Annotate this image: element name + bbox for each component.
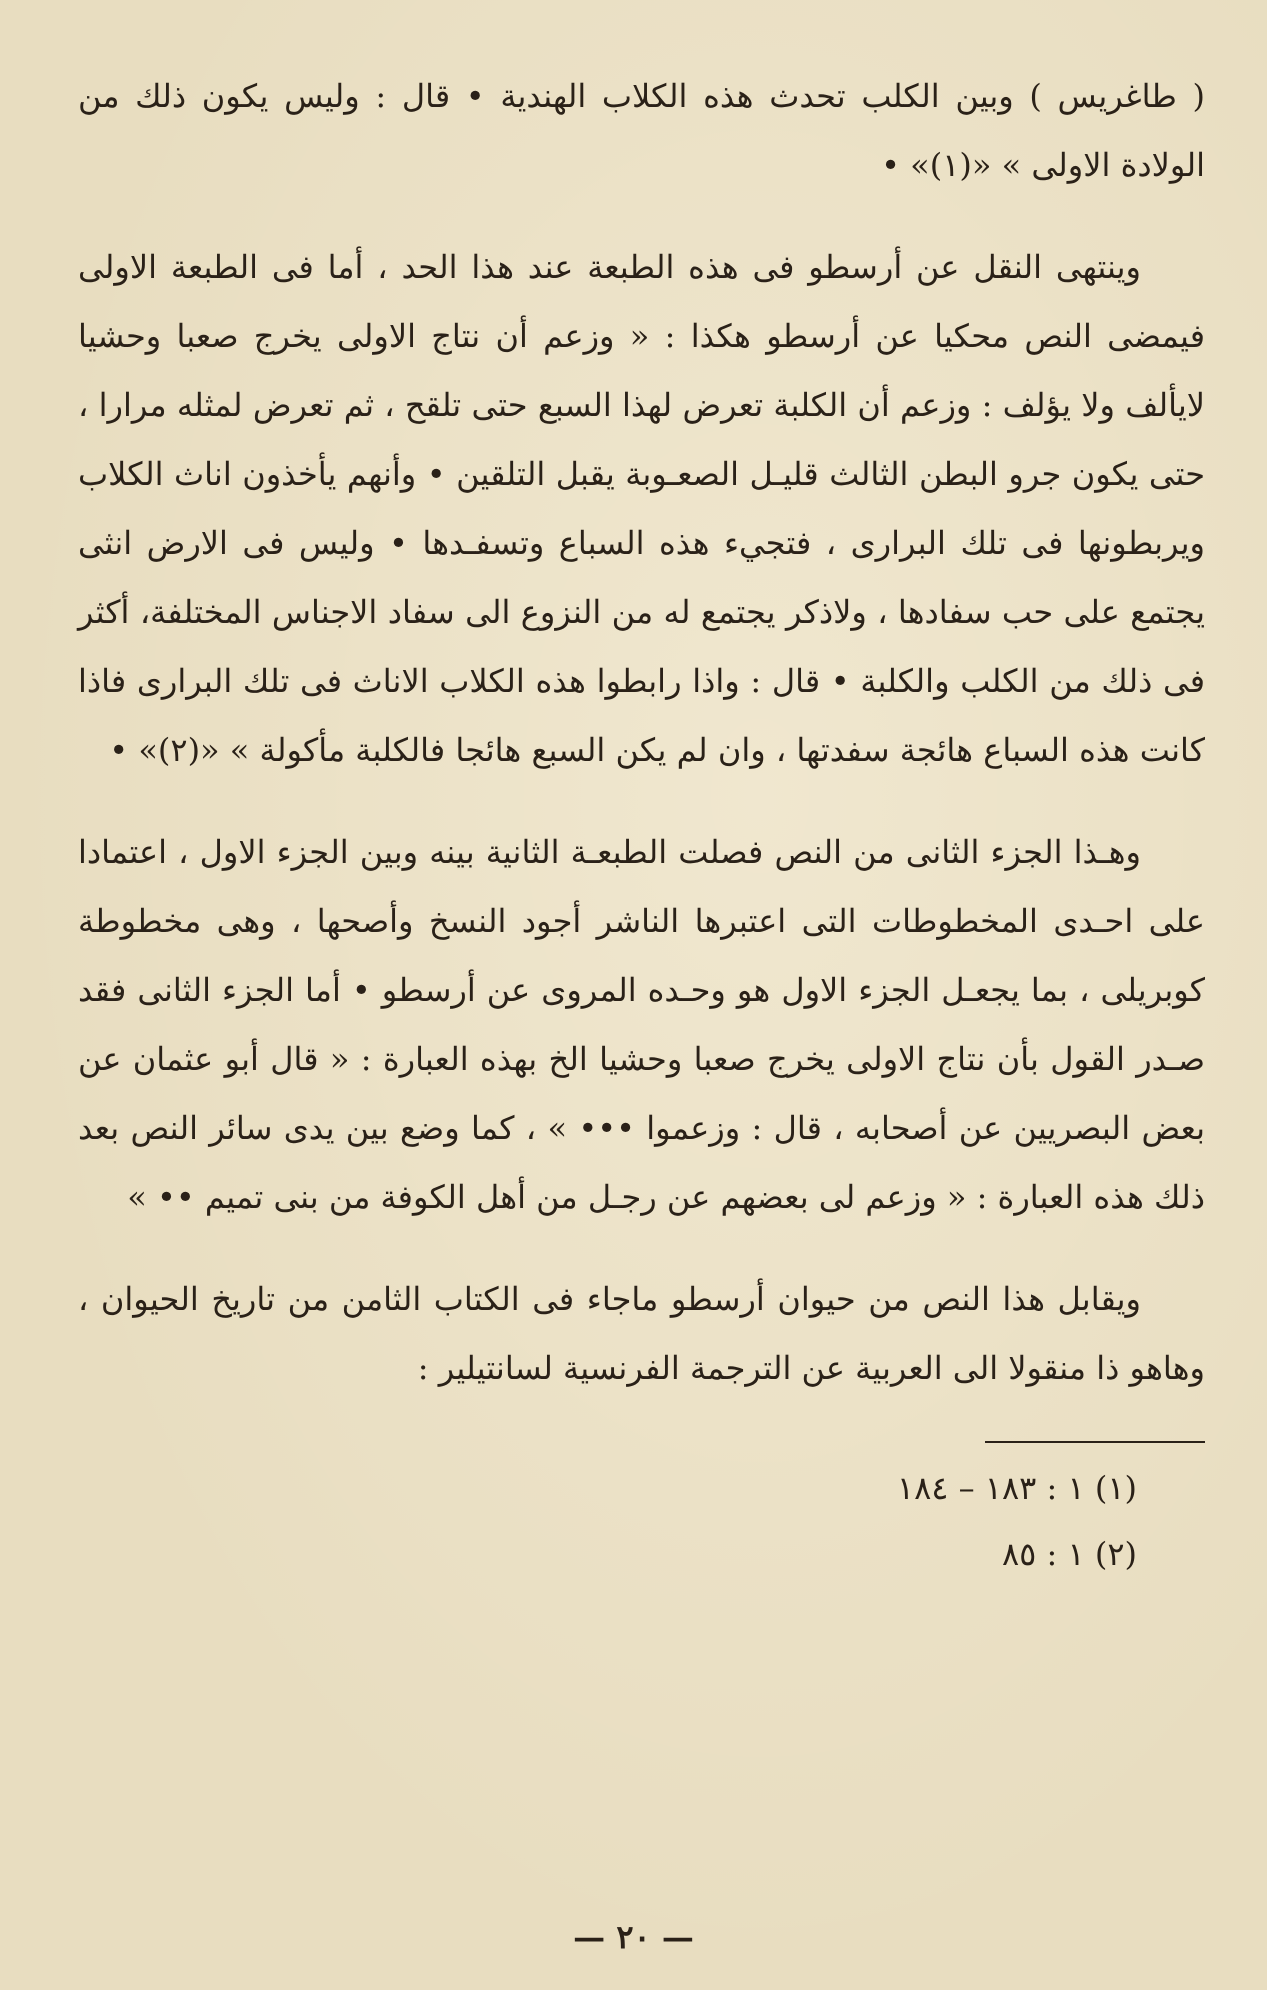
main-text bbox=[78, 62, 1205, 1403]
paragraph-1: ( طاغريس ) وبين الكلب تحدث هذه الكلاب الهندية • قال : وليس يكون ذلك من الولادة الاولى » «(١)» • bbox=[78, 77, 1205, 184]
paragraph-3: وهـذا الجزء الثانى من النص فصلت الطبعـة الثانية بينه وبين الجزء الاول ، اعتمادا على احـدى المخطوطات التى اعتبرها الناشر أجود النسخ وأصحها ، وهى مخطوطة كوبريلى ، بما يجعـل الجزء الاول هو وحـده المروى عن أرسطو • أما الجزء الثانى فقد صـدر القول بأن نتاج الاولى يخرج صعبا وحشيا الخ بهذه العبارة : « قال أبو عثمان عن بعض البصريين عن أصحابه ، قال : وزعموا ••• » ، كما وضع بين يدى سائر النص بعد ذلك هذه العبارة : « وزعم لى بعضهم عن رجـل من أهل الكوفة من بنى تميم •• » bbox=[78, 833, 1205, 1216]
paragraph-gap bbox=[78, 200, 1205, 233]
page-number: — ٢٠ — bbox=[573, 1918, 694, 1956]
footnotes bbox=[78, 1455, 1205, 1587]
footnote-separator bbox=[985, 1441, 1205, 1443]
paragraph-4: ويقابل هذا النص من حيوان أرسطو ماجاء فى الكتاب الثامن من تاريخ الحيوان ، وهاهو ذا منقولا الى العربية عن الترجمة الفرنسية لسانتيلير : bbox=[78, 1280, 1205, 1387]
footnote-2: (٢) ١ : ٨٥ bbox=[1001, 1535, 1137, 1573]
paragraph-gap bbox=[78, 785, 1205, 818]
paragraph-gap bbox=[78, 1232, 1205, 1265]
footnote-1: (١) ١ : ١٨٣ – ١٨٤ bbox=[896, 1469, 1137, 1507]
paragraph-2: وينتهى النقل عن أرسطو فى هذه الطبعة عند هذا الحد ، أما فى الطبعة الاولى فيمضى النص محكيا عن أرسطو هكذا : « وزعم أن نتاج الاولى يخرج صعبا وحشيا لايألف ولا يؤلف : وزعم أن الكلبة تعرض لهذا السبع حتى تلقح ، ثم تعرض لمثله مرارا ، حتى يكون جرو البطن الثالث قليـل الصعـوبة يقبل التلقين • وأنهم يأخذون اناث الكلاب ويربطونها فى تلك البرارى ، فتجيء هذه السباع وتسفـدها • وليس فى الارض انثى يجتمع على حب سفادها ، ولاذكر يجتمع له من النزوع الى سفاد الاجناس المختلفة، أكثر فى ذلك من الكلب والكلبة • قال : واذا رابطوا هذه الكلاب الاناث فى تلك البرارى فاذا كانت هذه السباع هائجة سفدتها ، وان لم يكن السبع هائجا فالكلبة مأكولة » «(٢)» • bbox=[78, 248, 1205, 769]
